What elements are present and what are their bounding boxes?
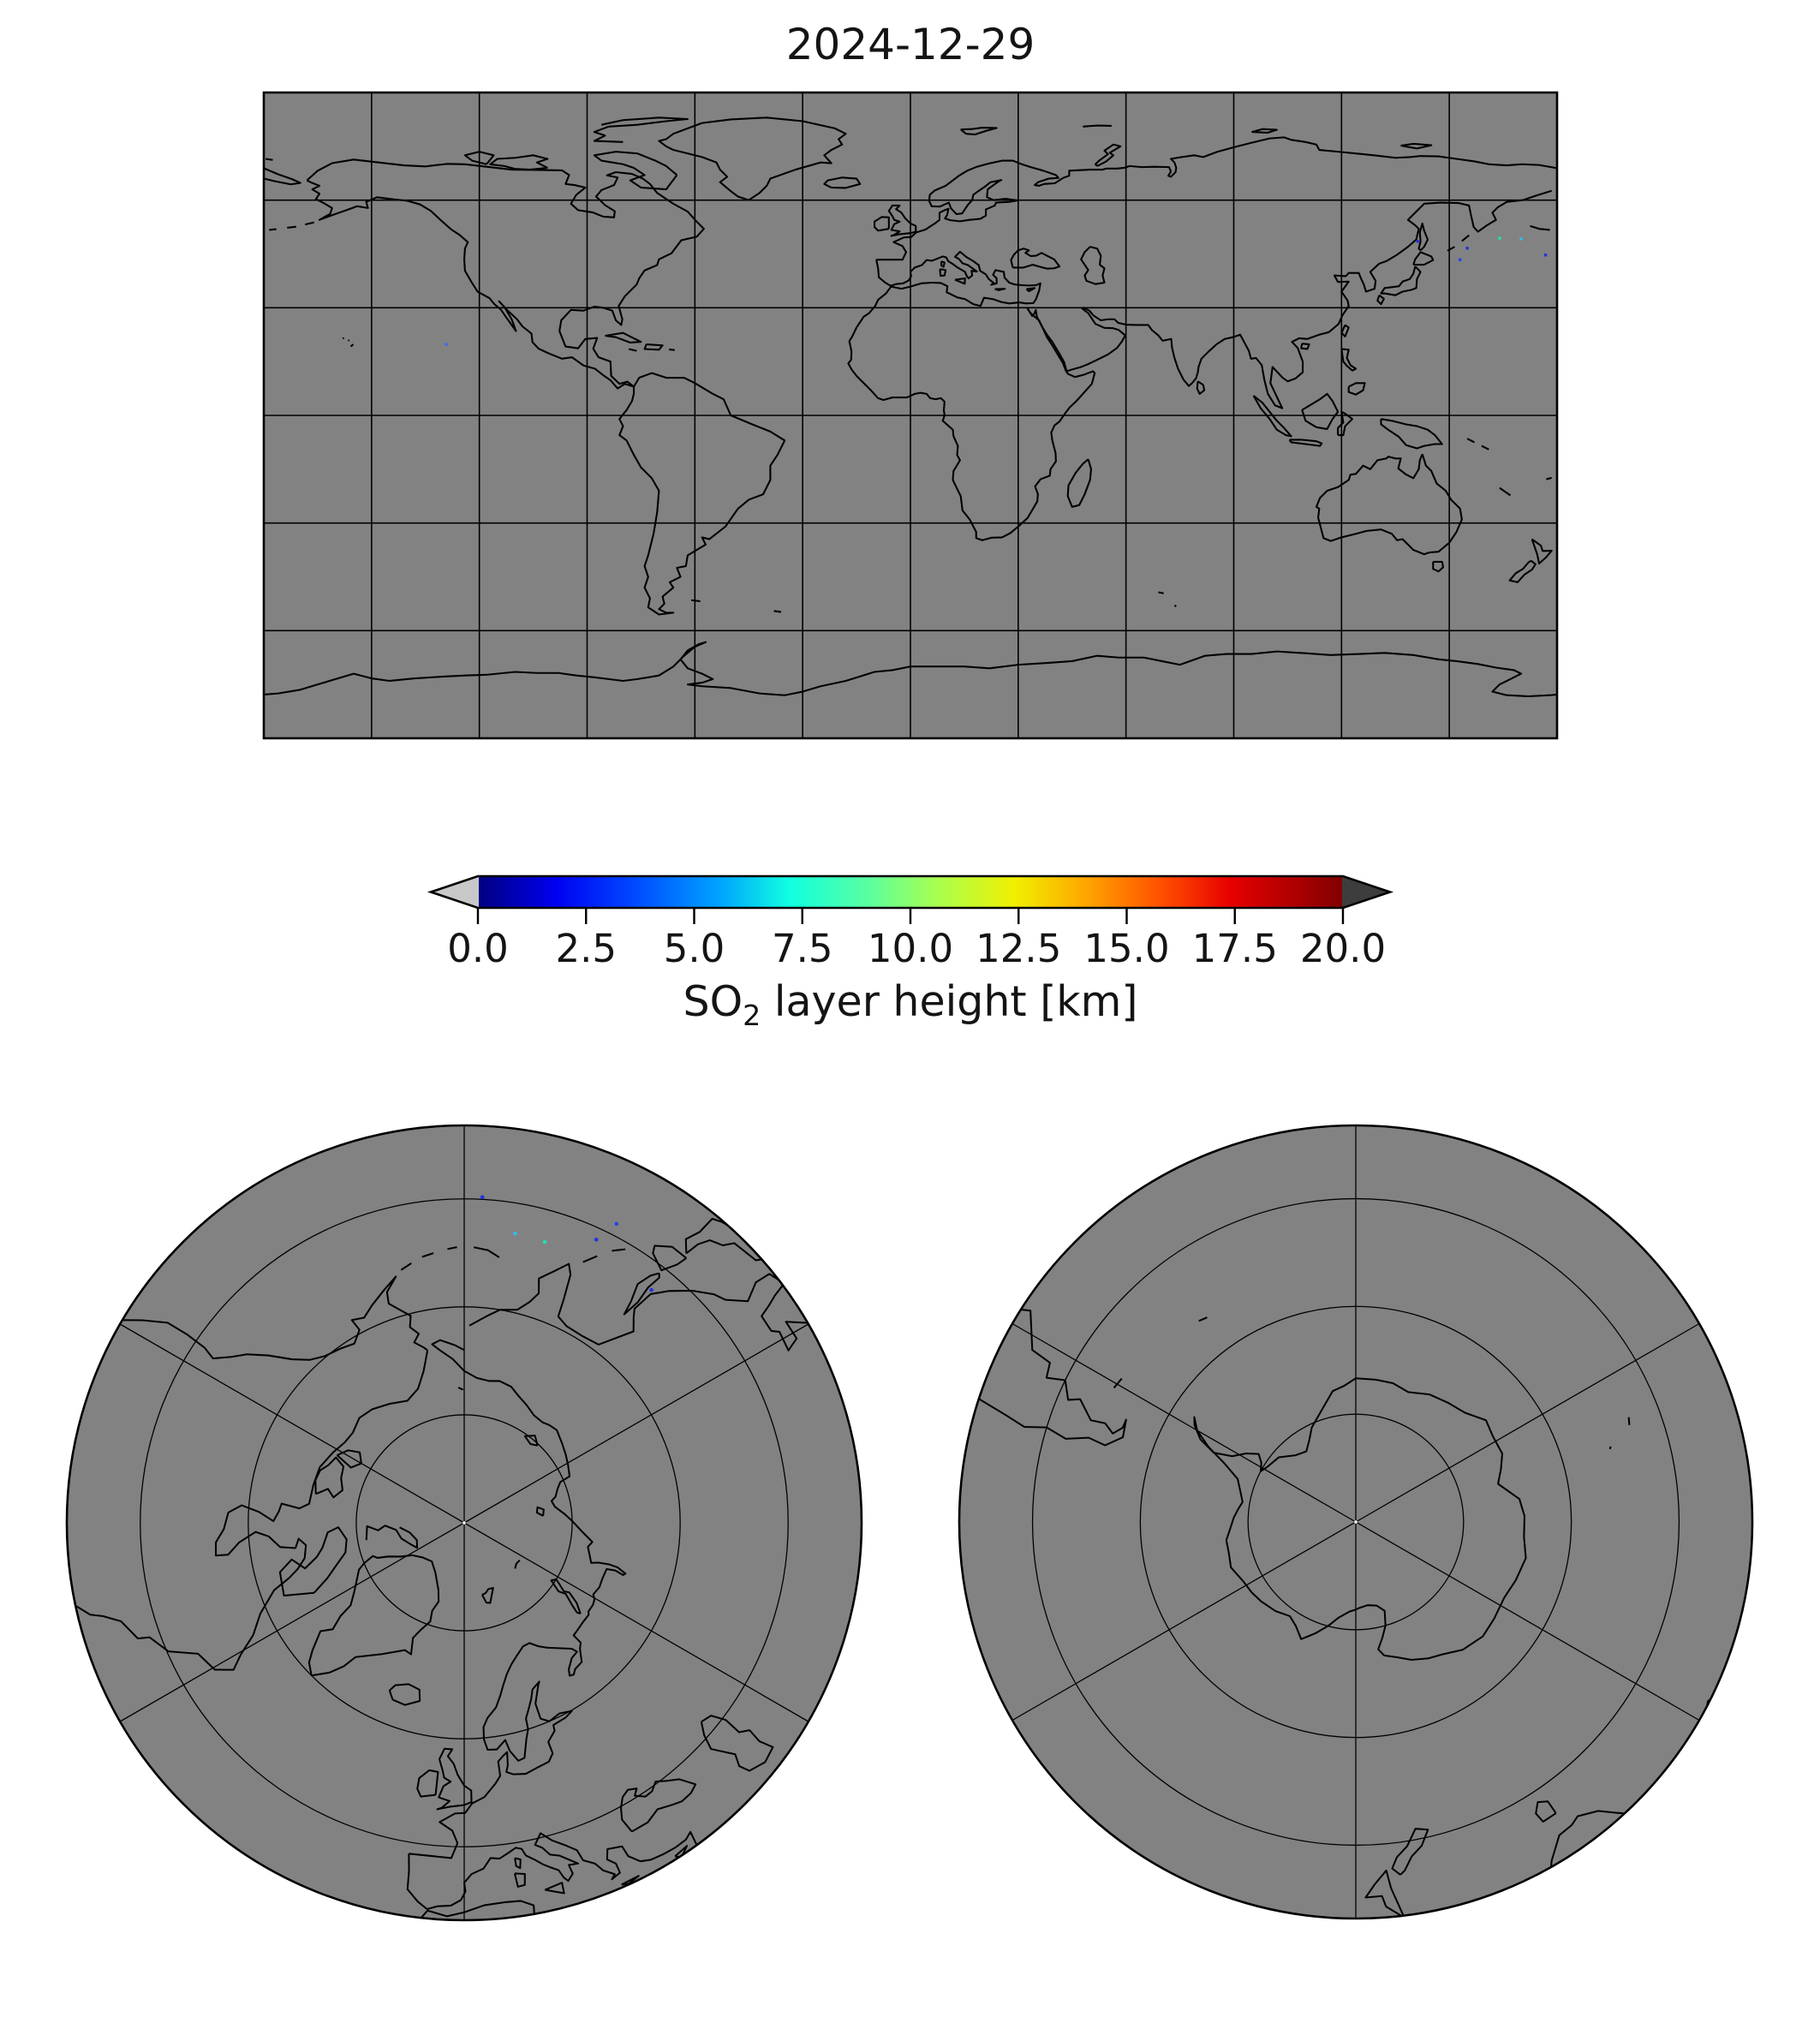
so2-detection-pixel (1459, 259, 1461, 261)
coastline (774, 611, 781, 612)
south-polar-map-panel (959, 1125, 1752, 1919)
so2-detection-pixel (1544, 254, 1547, 256)
colorbar-tick-label: 17.5 (1191, 926, 1278, 971)
colorbar-tick-label: 7.5 (771, 926, 833, 971)
coastline (287, 227, 295, 228)
colorbar-over-arrow (1342, 876, 1390, 908)
colorbar-ticks (478, 908, 1343, 924)
colorbar-label-subscript: 2 (743, 998, 761, 1032)
coastline (995, 289, 1005, 290)
coastline (691, 600, 700, 601)
so2-detection-pixel (445, 343, 447, 345)
colorbar-label-text: SO (683, 977, 743, 1026)
so2-detection-pixel (615, 1222, 619, 1226)
colorbar-under-arrow (431, 876, 479, 908)
coastline (773, 1244, 785, 1259)
global-map-panel (264, 92, 1557, 738)
colorbar-tick-label: 20.0 (1299, 926, 1387, 971)
coastline (1610, 1447, 1611, 1449)
so2-detection-pixel (1498, 236, 1501, 239)
so2-detection-pixel (1519, 237, 1522, 240)
coastline (1158, 593, 1163, 594)
colorbar-tick-label: 10.0 (867, 926, 954, 971)
coastline (669, 349, 675, 350)
coastline (1470, 1080, 1593, 1159)
colorbar-axis-label (264, 977, 1557, 1032)
pole-dot (1354, 1520, 1358, 1524)
so2-detection-pixel (480, 1195, 485, 1199)
so2-detection-pixel (513, 1232, 517, 1236)
colorbar-gradient (478, 876, 1343, 908)
colorbar-tick-label: 12.5 (976, 926, 1062, 971)
so2-detection-pixel (1417, 240, 1419, 242)
colorbar-tick-label: 0.0 (447, 926, 509, 971)
pole-dot (462, 1521, 466, 1525)
so2-detection-pixel (649, 1288, 653, 1292)
figure-title: 2024-12-29 (785, 20, 1035, 69)
coastline (1629, 1417, 1630, 1425)
north-polar-map-panel (67, 1125, 862, 1920)
so2-detection-pixel (543, 1240, 547, 1244)
so2-detection-pixel (594, 1238, 599, 1242)
coastline (266, 158, 272, 159)
colorbar-tick-label: 2.5 (555, 926, 618, 971)
colorbar-tick-label: 15.0 (1083, 926, 1170, 971)
colorbar-tick-label: 5.0 (663, 926, 725, 971)
so2-detection-pixel (1465, 247, 1468, 249)
colorbar-label-suffix: layer height [km] (761, 977, 1138, 1026)
